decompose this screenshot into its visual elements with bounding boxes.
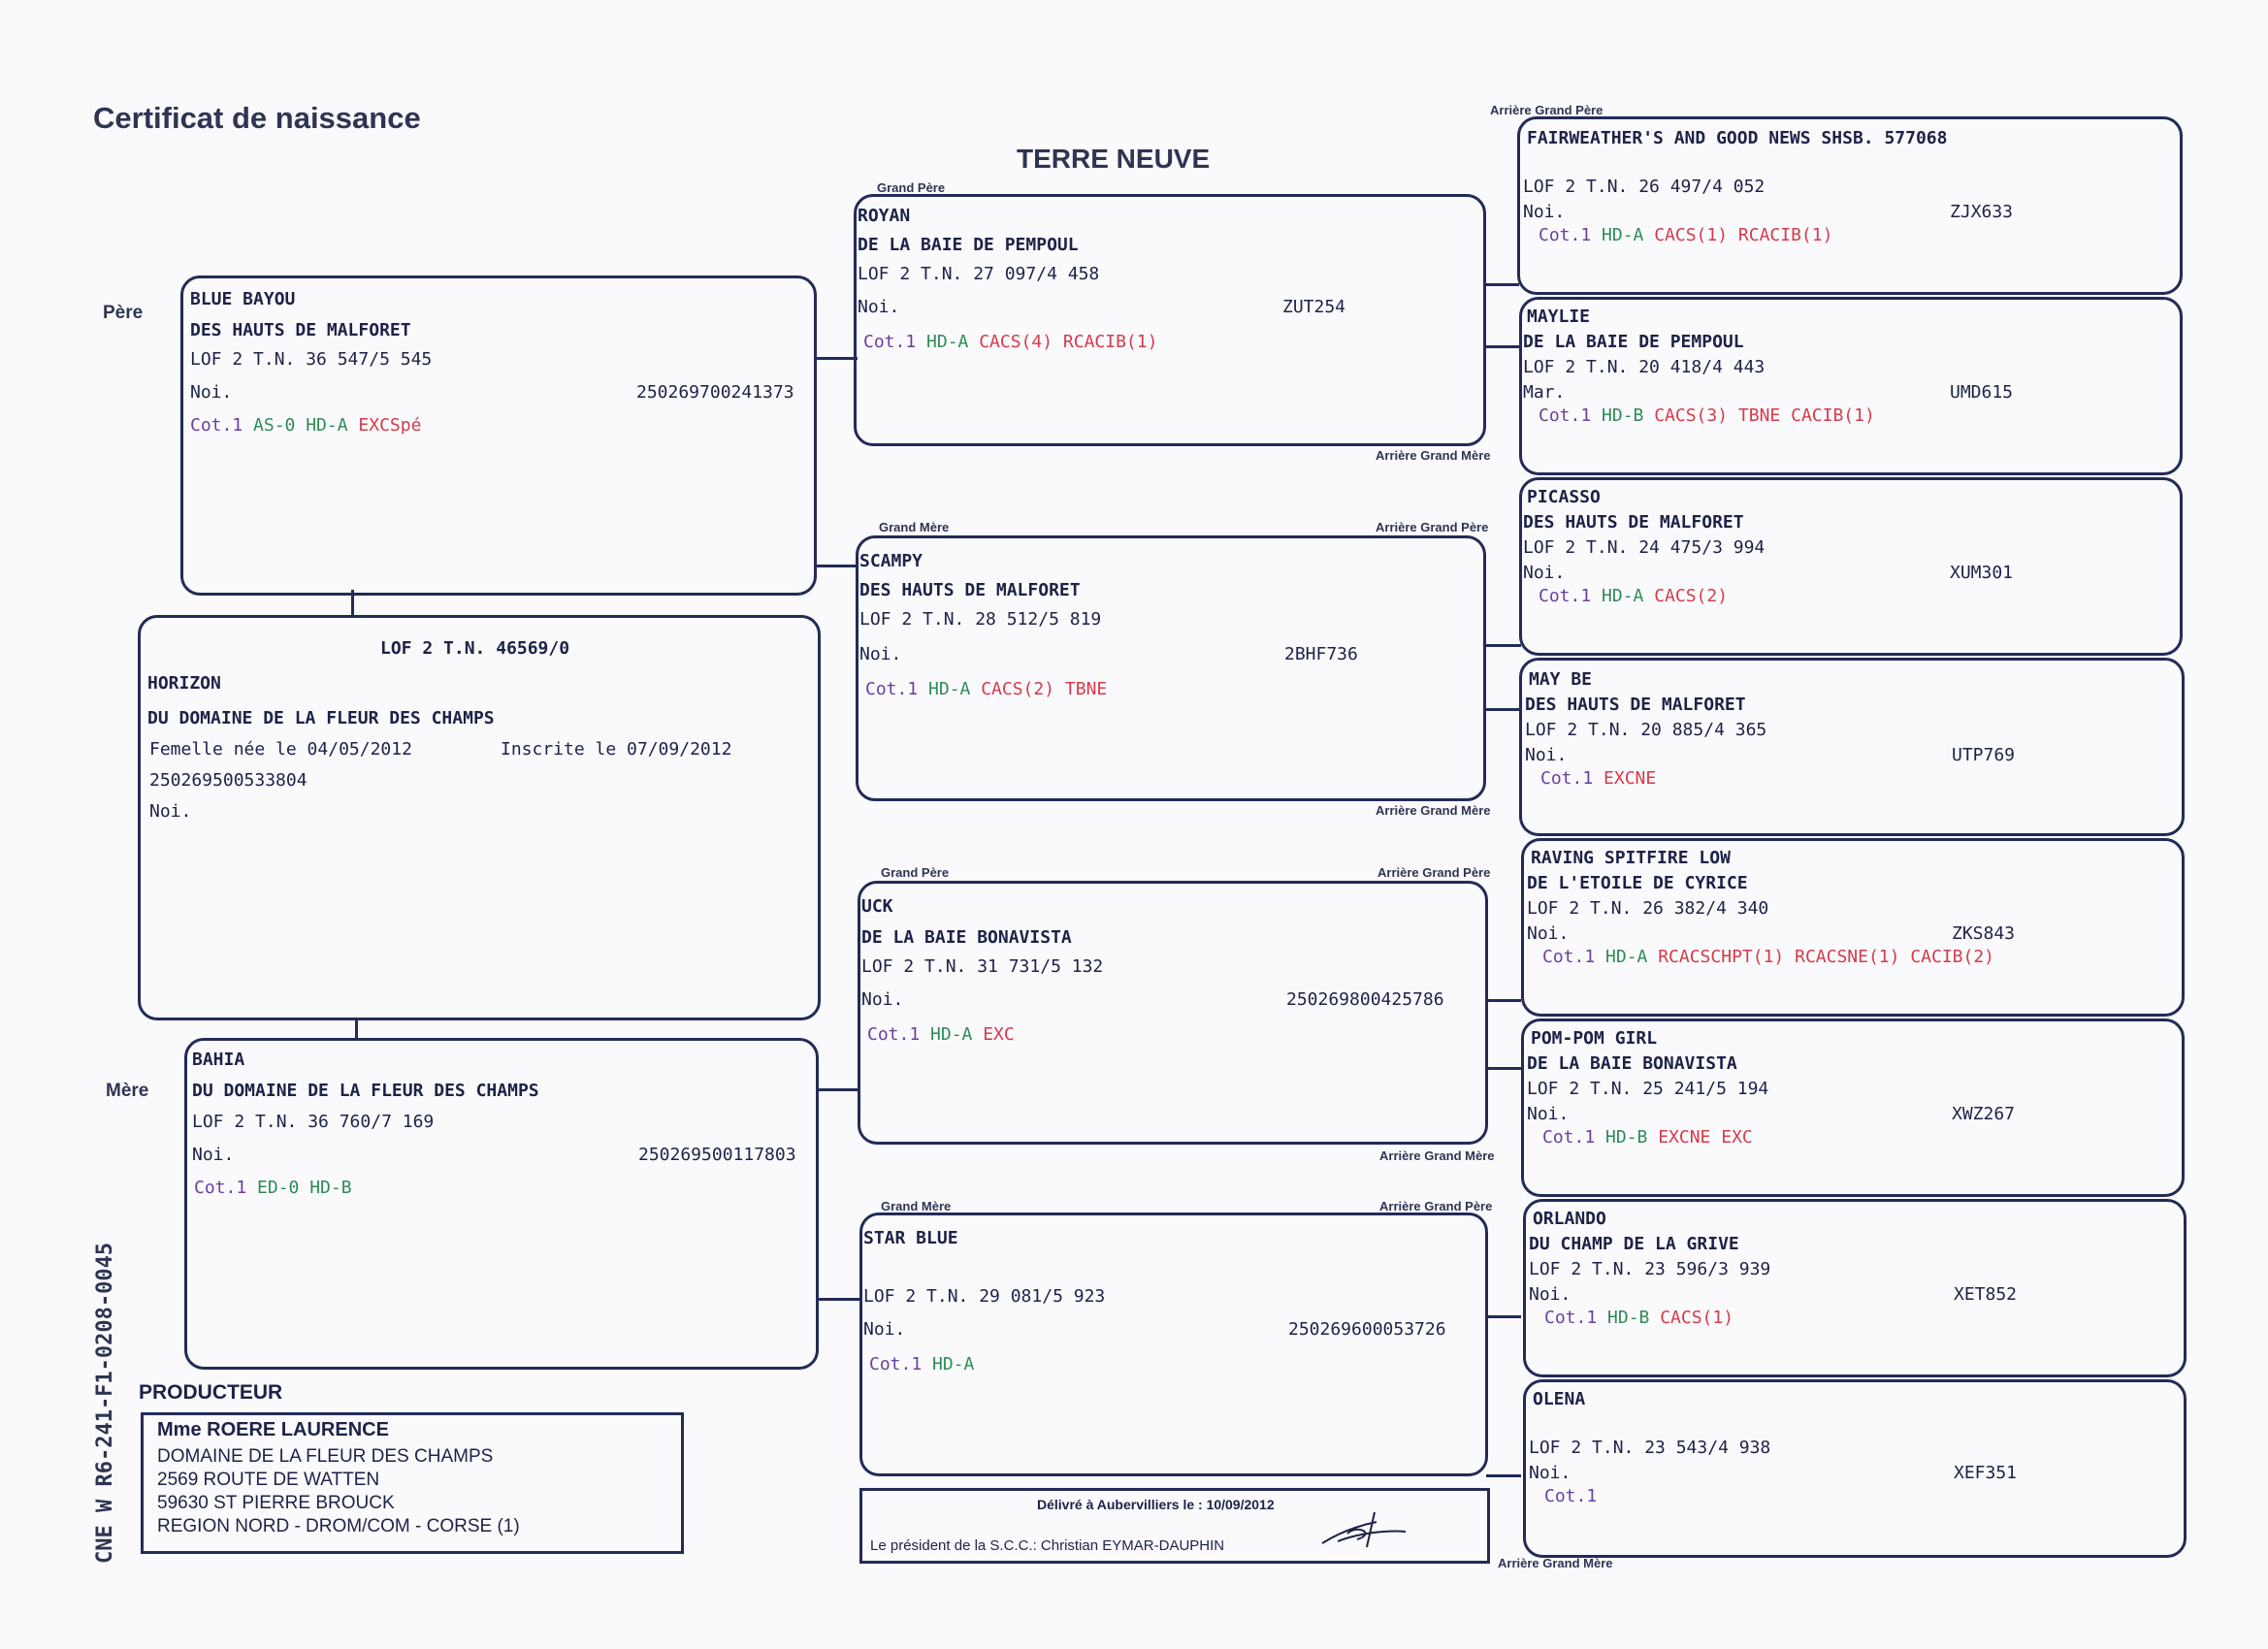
grandparent-id: 2BHF736 xyxy=(1284,644,1358,664)
grandparent-affix: DE LA BAIE BONAVISTA xyxy=(861,927,1072,948)
great-grandparent-name: FAIRWEATHER'S AND GOOD NEWS SHSB. 577068 xyxy=(1527,128,1948,148)
document-code: CNE W R6-241-F1-0208-0045 xyxy=(93,1242,117,1564)
great-grandparent-lof: LOF 2 T.N. 20 418/4 443 xyxy=(1523,357,1766,377)
title-token: RCACSNE(1) xyxy=(1784,947,1900,967)
great-grandparent-id: ZKS843 xyxy=(1952,923,2016,944)
title-token: Cot.1 xyxy=(1539,225,1592,245)
great-grandparent-lof: LOF 2 T.N. 25 241/5 194 xyxy=(1527,1079,1769,1099)
great-grandparent-id: XUM301 xyxy=(1950,563,2014,583)
grandparent-lof: LOF 2 T.N. 29 081/5 923 xyxy=(863,1286,1106,1307)
connector xyxy=(815,565,858,567)
connector xyxy=(819,1298,859,1301)
great-grandparent-titles xyxy=(1539,586,1728,606)
title-token: HD-A xyxy=(1591,225,1644,245)
title-token: Cot.1 xyxy=(1539,586,1592,606)
grandparent-label: Grand Mère xyxy=(881,1199,952,1213)
grandparent-card xyxy=(858,881,1488,1145)
great-grandparent-color: Mar. xyxy=(1523,382,1566,403)
title-token: HD-A xyxy=(1595,947,1648,967)
great-grandparent-name: PICASSO xyxy=(1527,487,1601,507)
great-grandparent-name: MAYLIE xyxy=(1527,307,1591,327)
connector xyxy=(355,1018,358,1040)
title-token: AS-0 xyxy=(243,415,296,436)
title-token: RCACSCHPT(1) xyxy=(1647,947,1785,967)
title-token: Cot.1 xyxy=(1539,405,1592,426)
mother-id: 250269500117803 xyxy=(638,1145,796,1165)
title-token: Cot.1 xyxy=(1544,1308,1598,1328)
great-grandparent-name: OLENA xyxy=(1533,1389,1586,1409)
title-token: HD-A xyxy=(295,415,348,436)
title-token: CACS(1) xyxy=(1643,225,1729,245)
great-grandparent-label: Arrière Grand Père xyxy=(1376,520,1489,534)
great-grandparent-lof: LOF 2 T.N. 23 596/3 939 xyxy=(1529,1259,1771,1279)
great-grandparent-card xyxy=(1519,658,2185,836)
mother-titles xyxy=(194,1178,352,1198)
title-token: TBNE xyxy=(1054,679,1108,699)
producer-line: 2569 ROUTE DE WATTEN xyxy=(157,1470,380,1490)
great-grandparent-color: Noi. xyxy=(1527,923,1570,944)
great-grandparent-lof: LOF 2 T.N. 26 382/4 340 xyxy=(1527,898,1769,919)
title-token: RCACIB(1) xyxy=(1728,225,1833,245)
grandparent-label: Grand Père xyxy=(877,180,946,195)
president-signature-line: Le président de la S.C.C.: Christian EYMAR-DAUPHIN xyxy=(870,1537,1225,1554)
great-grandparent-titles xyxy=(1542,1127,1753,1148)
father-id: 250269700241373 xyxy=(636,382,794,403)
grandparent-label: Grand Père xyxy=(881,865,950,880)
title-token: CACS(2) xyxy=(970,679,1055,699)
title-token: Cot.1 xyxy=(194,1178,247,1198)
subject-lof: LOF 2 T.N. 46569/0 xyxy=(380,638,570,659)
title-token: HD-A xyxy=(920,1024,973,1045)
title-token: CACS(4) xyxy=(968,332,1053,352)
title-token: HD-A xyxy=(922,1354,975,1374)
delivery-card xyxy=(859,1488,1490,1564)
great-grandparent-lof: LOF 2 T.N. 20 885/4 365 xyxy=(1525,720,1767,740)
grandparent-lof: LOF 2 T.N. 28 512/5 819 xyxy=(859,609,1102,630)
great-grandparent-id: XET852 xyxy=(1954,1284,2018,1305)
producer-heading: PRODUCTEUR xyxy=(139,1381,283,1404)
mother-lof: LOF 2 T.N. 36 760/7 169 xyxy=(192,1112,435,1132)
subject-registered: Inscrite le 07/09/2012 xyxy=(501,739,732,760)
subject-name: HORIZON xyxy=(147,673,221,694)
mother-color: Noi. xyxy=(192,1145,235,1165)
subject-card xyxy=(138,615,821,1020)
great-grandparent-label: Arrière Grand Mère xyxy=(1376,803,1491,818)
title-token: ED-0 xyxy=(246,1178,300,1198)
grandparent-id: 250269800425786 xyxy=(1286,989,1444,1010)
great-grandparent-id: UTP769 xyxy=(1952,745,2016,765)
great-grandparent-card xyxy=(1519,297,2183,475)
great-grandparent-titles xyxy=(1544,1486,1597,1506)
grandparent-lof: LOF 2 T.N. 27 097/4 458 xyxy=(858,264,1100,284)
connector xyxy=(1484,283,1519,286)
grandparent-name: STAR BLUE xyxy=(863,1228,958,1248)
mother-label: Mère xyxy=(106,1081,149,1101)
father-titles xyxy=(190,415,421,436)
title-token: Cot.1 xyxy=(863,332,917,352)
grandparent-card xyxy=(856,535,1486,801)
title-token: EXC xyxy=(1710,1127,1753,1148)
grandparent-name: ROYAN xyxy=(858,206,911,226)
great-grandparent-label: Arrière Grand Père xyxy=(1377,865,1491,880)
grandparent-id: 250269600053726 xyxy=(1288,1319,1446,1340)
great-grandparent-label: Arrière Grand Père xyxy=(1379,1199,1493,1213)
grandparent-color: Noi. xyxy=(859,644,902,664)
title-token: Cot.1 xyxy=(1542,947,1596,967)
father-lof: LOF 2 T.N. 36 547/5 545 xyxy=(190,349,433,370)
subject-born: Femelle née le 04/05/2012 xyxy=(149,739,412,760)
title-token: HD-B xyxy=(299,1178,352,1198)
title-token: HD-B xyxy=(1597,1308,1650,1328)
great-grandparent-color: Noi. xyxy=(1529,1463,1571,1483)
mother-affix: DU DOMAINE DE LA FLEUR DES CHAMPS xyxy=(192,1081,539,1101)
title-token: Cot.1 xyxy=(1540,768,1594,789)
title-token: TBNE xyxy=(1728,405,1781,426)
title-token: Cot.1 xyxy=(869,1354,923,1374)
title-token: EXCNE xyxy=(1593,768,1657,789)
grandparent-label: Grand Mère xyxy=(879,520,950,534)
title-token: CACS(3) xyxy=(1643,405,1729,426)
producer-line: 59630 ST PIERRE BROUCK xyxy=(157,1493,395,1513)
grandparent-affix: DE LA BAIE DE PEMPOUL xyxy=(858,235,1079,255)
great-grandparent-lof: LOF 2 T.N. 26 497/4 052 xyxy=(1523,177,1766,197)
connector xyxy=(1486,1474,1521,1477)
subject-id: 250269500533804 xyxy=(149,770,308,791)
title-token: HD-A xyxy=(918,679,971,699)
great-grandparent-color: Noi. xyxy=(1523,202,1566,222)
great-grandparent-titles xyxy=(1539,405,1875,426)
great-grandparent-name: MAY BE xyxy=(1529,669,1593,690)
great-grandparent-label: Arrière Grand Père xyxy=(1490,103,1604,117)
great-grandparent-lof: LOF 2 T.N. 24 475/3 994 xyxy=(1523,537,1766,558)
title-token: HD-A xyxy=(1591,586,1644,606)
grandparent-card xyxy=(859,1212,1488,1476)
great-grandparent-affix: DE LA BAIE DE PEMPOUL xyxy=(1523,332,1744,352)
producer-name: Mme ROERE LAURENCE xyxy=(157,1419,389,1440)
delivery-date: Délivré à Aubervilliers le : 10/09/2012 xyxy=(1037,1497,1275,1512)
title-token: HD-B xyxy=(1595,1127,1648,1148)
connector xyxy=(819,1088,859,1091)
subject-affix: DU DOMAINE DE LA FLEUR DES CHAMPS xyxy=(147,708,495,728)
father-color: Noi. xyxy=(190,382,233,403)
great-grandparent-affix: DE L'ETOILE DE CYRICE xyxy=(1527,873,1748,893)
title-token: EXCSpé xyxy=(347,415,422,436)
great-grandparent-id: UMD615 xyxy=(1950,382,2014,403)
great-grandparent-affix: DU CHAMP DE LA GRIVE xyxy=(1529,1234,1739,1254)
title-token: Cot.1 xyxy=(867,1024,921,1045)
title-token: CACS(2) xyxy=(1643,586,1729,606)
great-grandparent-affix: DES HAUTS DE MALFORET xyxy=(1525,695,1746,715)
title-token: Cot.1 xyxy=(865,679,919,699)
father-label: Père xyxy=(103,303,144,323)
connector xyxy=(815,357,858,360)
great-grandparent-affix: DES HAUTS DE MALFORET xyxy=(1523,512,1744,533)
great-grandparent-name: RAVING SPITFIRE LOW xyxy=(1531,848,1731,868)
title-token: CACIB(1) xyxy=(1780,405,1875,426)
title-token: Cot.1 xyxy=(190,415,243,436)
producer-card xyxy=(141,1412,684,1554)
great-grandparent-id: XEF351 xyxy=(1954,1463,2018,1483)
title-token: CACIB(2) xyxy=(1899,947,1995,967)
title-token: EXC xyxy=(972,1024,1015,1045)
title-token: Cot.1 xyxy=(1544,1486,1598,1506)
grandparent-color: Noi. xyxy=(861,989,904,1010)
great-grandparent-label: Arrière Grand Mère xyxy=(1376,448,1491,463)
great-grandparent-name: POM-POM GIRL xyxy=(1531,1028,1658,1049)
title-token: CACS(1) xyxy=(1649,1308,1734,1328)
connector xyxy=(1486,708,1521,711)
grandparent-name: SCAMPY xyxy=(859,551,923,571)
page-title: Certificat de naissance xyxy=(93,101,421,135)
great-grandparent-id: ZJX633 xyxy=(1950,202,2014,222)
grandparent-affix: DES HAUTS DE MALFORET xyxy=(859,580,1081,600)
title-token: Cot.1 xyxy=(1542,1127,1596,1148)
great-grandparent-color: Noi. xyxy=(1527,1104,1570,1124)
father-name: BLUE BAYOU xyxy=(190,289,296,309)
connector xyxy=(1486,1067,1521,1070)
great-grandparent-color: Noi. xyxy=(1525,745,1568,765)
great-grandparent-label: Arrière Grand Mère xyxy=(1498,1556,1613,1570)
great-grandparent-card xyxy=(1523,1199,2187,1377)
title-token: HD-B xyxy=(1591,405,1644,426)
great-grandparent-color: Noi. xyxy=(1523,563,1566,583)
great-grandparent-lof: LOF 2 T.N. 23 543/4 938 xyxy=(1529,1438,1771,1458)
great-grandparent-id: XWZ267 xyxy=(1952,1104,2016,1124)
grandparent-color: Noi. xyxy=(863,1319,906,1340)
breed-title: TERRE NEUVE xyxy=(1017,144,1211,174)
grandparent-card xyxy=(854,194,1486,446)
subject-color: Noi. xyxy=(149,801,192,822)
great-grandparent-titles xyxy=(1540,768,1656,789)
title-token: RCACIB(1) xyxy=(1053,332,1158,352)
connector xyxy=(1484,345,1519,348)
title-token: EXCNE xyxy=(1647,1127,1711,1148)
connector xyxy=(1486,644,1521,647)
mother-name: BAHIA xyxy=(192,1050,245,1070)
grandparent-name: UCK xyxy=(861,896,893,917)
producer-line: DOMAINE DE LA FLEUR DES CHAMPS xyxy=(157,1446,494,1467)
signature-icon xyxy=(1318,1504,1411,1553)
producer-line: REGION NORD - DROM/COM - CORSE (1) xyxy=(157,1516,520,1536)
grandparent-titles xyxy=(869,1354,974,1374)
great-grandparent-label: Arrière Grand Mère xyxy=(1379,1148,1495,1163)
grandparent-color: Noi. xyxy=(858,297,900,317)
title-token: HD-A xyxy=(916,332,969,352)
grandparent-lof: LOF 2 T.N. 31 731/5 132 xyxy=(861,956,1104,977)
great-grandparent-titles xyxy=(1539,225,1832,245)
great-grandparent-color: Noi. xyxy=(1529,1284,1571,1305)
great-grandparent-titles xyxy=(1544,1308,1733,1328)
great-grandparent-card xyxy=(1519,477,2183,656)
connector xyxy=(1486,1315,1521,1318)
great-grandparent-titles xyxy=(1542,947,1994,967)
grandparent-id: ZUT254 xyxy=(1282,297,1346,317)
grandparent-titles xyxy=(867,1024,1015,1045)
father-affix: DES HAUTS DE MALFORET xyxy=(190,320,411,340)
great-grandparent-name: ORLANDO xyxy=(1533,1209,1606,1229)
grandparent-titles xyxy=(865,679,1107,699)
connector xyxy=(1486,999,1521,1002)
grandparent-titles xyxy=(863,332,1157,352)
great-grandparent-affix: DE LA BAIE BONAVISTA xyxy=(1527,1053,1737,1074)
great-grandparent-card xyxy=(1523,1379,2187,1558)
